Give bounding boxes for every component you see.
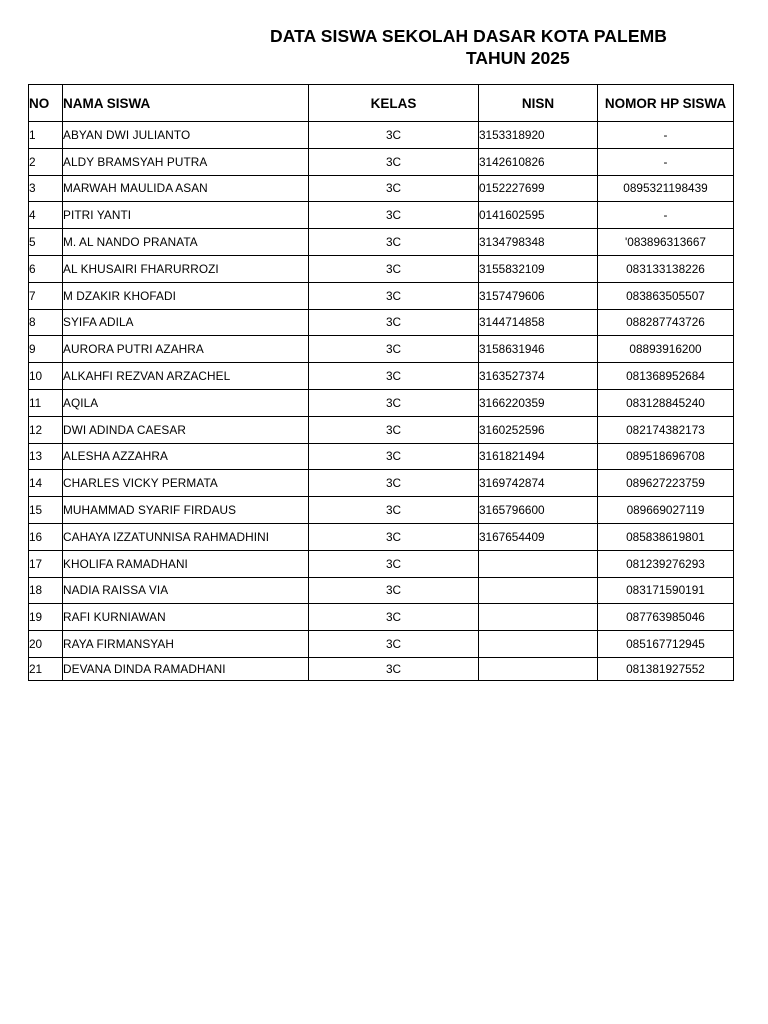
- cell-class: 3C: [309, 336, 479, 363]
- cell-no: 7: [29, 282, 63, 309]
- cell-class: 3C: [309, 122, 479, 149]
- table-row: [29, 282, 734, 309]
- cell-class: 3C: [309, 309, 479, 336]
- table-row: [29, 148, 734, 175]
- cell-no: 19: [29, 604, 63, 631]
- cell-class: 3C: [309, 631, 479, 658]
- table-row: [29, 389, 734, 416]
- cell-nisn: [479, 604, 598, 631]
- cell-phone: 089627223759: [598, 470, 734, 497]
- cell-nisn: 3167654409: [479, 523, 598, 550]
- cell-name: ALDY BRAMSYAH PUTRA: [63, 148, 309, 175]
- cell-name: ALKAHFI REZVAN ARZACHEL: [63, 363, 309, 390]
- cell-name: PITRI YANTI: [63, 202, 309, 229]
- cell-no: 3: [29, 175, 63, 202]
- cell-phone: -: [598, 122, 734, 149]
- cell-no: 20: [29, 631, 63, 658]
- cell-nisn: 3165796600: [479, 497, 598, 524]
- cell-name: NADIA RAISSA VIA: [63, 577, 309, 604]
- table-row: [29, 577, 734, 604]
- cell-name: M. AL NANDO PRANATA: [63, 229, 309, 256]
- cell-class: 3C: [309, 497, 479, 524]
- cell-name: ABYAN DWI JULIANTO: [63, 122, 309, 149]
- column-header-no: NO: [29, 85, 63, 122]
- table-body: [29, 122, 734, 681]
- cell-no: 2: [29, 148, 63, 175]
- cell-phone: 081368952684: [598, 363, 734, 390]
- cell-phone: 088287743726: [598, 309, 734, 336]
- column-header-name: NAMA SISWA: [63, 85, 309, 122]
- table-row: [29, 255, 734, 282]
- cell-class: 3C: [309, 604, 479, 631]
- cell-nisn: 3158631946: [479, 336, 598, 363]
- table-row: [29, 604, 734, 631]
- column-header-phone: NOMOR HP SISWA: [598, 85, 734, 122]
- cell-class: 3C: [309, 416, 479, 443]
- cell-no: 16: [29, 523, 63, 550]
- table-row: [29, 309, 734, 336]
- cell-class: 3C: [309, 282, 479, 309]
- cell-name: RAYA FIRMANSYAH: [63, 631, 309, 658]
- cell-class: 3C: [309, 175, 479, 202]
- cell-no: 11: [29, 389, 63, 416]
- cell-no: 4: [29, 202, 63, 229]
- cell-name: AQILA: [63, 389, 309, 416]
- table-row: [29, 443, 734, 470]
- cell-phone: 083171590191: [598, 577, 734, 604]
- cell-nisn: 3144714858: [479, 309, 598, 336]
- cell-phone: 087763985046: [598, 604, 734, 631]
- table-row: [29, 657, 734, 680]
- cell-phone: 081381927552: [598, 657, 734, 680]
- cell-no: 12: [29, 416, 63, 443]
- cell-name: DEVANA DINDA RAMADHANI: [63, 657, 309, 680]
- cell-no: 21: [29, 657, 63, 680]
- cell-name: RAFI KURNIAWAN: [63, 604, 309, 631]
- cell-phone: -: [598, 148, 734, 175]
- cell-nisn: [479, 550, 598, 577]
- cell-no: 6: [29, 255, 63, 282]
- table-row: [29, 336, 734, 363]
- cell-class: 3C: [309, 470, 479, 497]
- table-row: [29, 229, 734, 256]
- cell-class: 3C: [309, 443, 479, 470]
- cell-nisn: 3155832109: [479, 255, 598, 282]
- cell-no: 17: [29, 550, 63, 577]
- cell-nisn: 3163527374: [479, 363, 598, 390]
- cell-nisn: 3142610826: [479, 148, 598, 175]
- cell-phone: 085167712945: [598, 631, 734, 658]
- cell-class: 3C: [309, 577, 479, 604]
- table-row: [29, 470, 734, 497]
- cell-name: M DZAKIR KHOFADI: [63, 282, 309, 309]
- cell-no: 15: [29, 497, 63, 524]
- table-row: [29, 175, 734, 202]
- cell-nisn: 0152227699: [479, 175, 598, 202]
- cell-name: MUHAMMAD SYARIF FIRDAUS: [63, 497, 309, 524]
- cell-nisn: 3161821494: [479, 443, 598, 470]
- student-table: [28, 84, 734, 681]
- table-header-row: [29, 85, 734, 122]
- cell-phone: 082174382173: [598, 416, 734, 443]
- cell-no: 18: [29, 577, 63, 604]
- cell-no: 14: [29, 470, 63, 497]
- table-row: [29, 497, 734, 524]
- cell-phone: '083896313667: [598, 229, 734, 256]
- cell-name: CAHAYA IZZATUNNISA RAHMADHINI: [63, 523, 309, 550]
- cell-nisn: 3169742874: [479, 470, 598, 497]
- cell-phone: 08893916200: [598, 336, 734, 363]
- cell-phone: 083863505507: [598, 282, 734, 309]
- cell-no: 13: [29, 443, 63, 470]
- cell-nisn: [479, 631, 598, 658]
- cell-no: 8: [29, 309, 63, 336]
- column-header-class: KELAS: [309, 85, 479, 122]
- cell-name: DWI ADINDA CAESAR: [63, 416, 309, 443]
- cell-phone: 083128845240: [598, 389, 734, 416]
- cell-name: ALESHA AZZAHRA: [63, 443, 309, 470]
- table-row: [29, 550, 734, 577]
- cell-class: 3C: [309, 523, 479, 550]
- cell-nisn: 3166220359: [479, 389, 598, 416]
- cell-phone: 081239276293: [598, 550, 734, 577]
- cell-name: AURORA PUTRI AZAHRA: [63, 336, 309, 363]
- cell-nisn: [479, 577, 598, 604]
- cell-class: 3C: [309, 550, 479, 577]
- cell-no: 5: [29, 229, 63, 256]
- cell-name: SYIFA ADILA: [63, 309, 309, 336]
- cell-class: 3C: [309, 657, 479, 680]
- page-subtitle: TAHUN 2025: [466, 48, 570, 68]
- cell-class: 3C: [309, 389, 479, 416]
- page-title: DATA SISWA SEKOLAH DASAR KOTA PALEMB: [270, 26, 668, 46]
- cell-phone: 089669027119: [598, 497, 734, 524]
- table-row: [29, 122, 734, 149]
- table-row: [29, 523, 734, 550]
- cell-nisn: 3157479606: [479, 282, 598, 309]
- cell-phone: 0895321198439: [598, 175, 734, 202]
- cell-name: CHARLES VICKY PERMATA: [63, 470, 309, 497]
- cell-name: KHOLIFA RAMADHANI: [63, 550, 309, 577]
- cell-class: 3C: [309, 255, 479, 282]
- table-row: [29, 416, 734, 443]
- table-row: [29, 631, 734, 658]
- cell-nisn: 0141602595: [479, 202, 598, 229]
- cell-no: 9: [29, 336, 63, 363]
- cell-class: 3C: [309, 363, 479, 390]
- column-header-nisn: NISN: [479, 85, 598, 122]
- table-row: [29, 363, 734, 390]
- cell-no: 1: [29, 122, 63, 149]
- cell-no: 10: [29, 363, 63, 390]
- cell-phone: 089518696708: [598, 443, 734, 470]
- cell-class: 3C: [309, 202, 479, 229]
- cell-phone: 083133138226: [598, 255, 734, 282]
- cell-phone: -: [598, 202, 734, 229]
- cell-nisn: 3160252596: [479, 416, 598, 443]
- cell-nisn: [479, 657, 598, 680]
- cell-class: 3C: [309, 148, 479, 175]
- table-row: [29, 202, 734, 229]
- cell-nisn: 3134798348: [479, 229, 598, 256]
- cell-name: MARWAH MAULIDA ASAN: [63, 175, 309, 202]
- cell-class: 3C: [309, 229, 479, 256]
- cell-name: AL KHUSAIRI FHARURROZI: [63, 255, 309, 282]
- cell-nisn: 3153318920: [479, 122, 598, 149]
- cell-phone: 085838619801: [598, 523, 734, 550]
